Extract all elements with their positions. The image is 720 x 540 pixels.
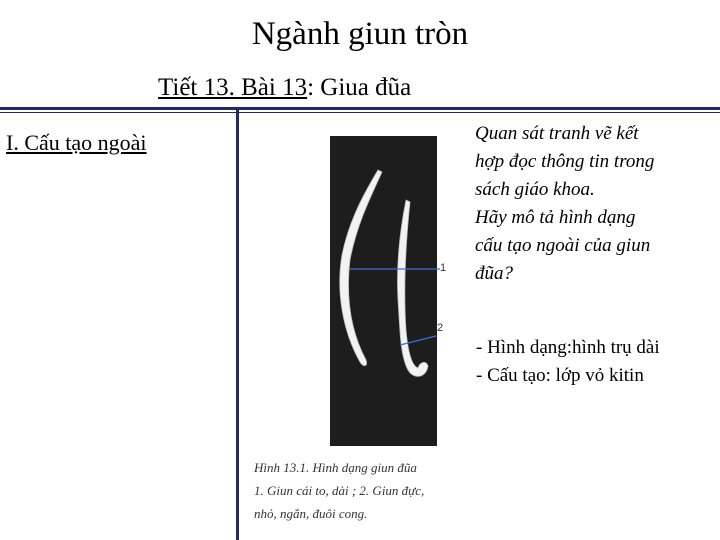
prompt-line-1: Quan sát tranh vẽ kết xyxy=(475,123,639,144)
caption-line-3: nhỏ, ngắn, đuôi cong. xyxy=(254,506,368,521)
marker-2: 2 xyxy=(437,322,444,334)
male-worm xyxy=(397,200,428,376)
prompt-line-5: cấu tạo ngoài của giun xyxy=(475,235,651,256)
roundworm-figure xyxy=(250,130,470,530)
instruction-block xyxy=(475,120,715,288)
prompt-line-3: sách giáo khoa. xyxy=(475,179,595,200)
answer-structure: - Cấu tạo: lớp vỏ kitin xyxy=(476,365,644,386)
section-heading: I. Cấu tạo ngoài xyxy=(6,130,147,155)
lesson-title xyxy=(158,72,411,104)
lesson-number: Tiết 13. Bài 13 xyxy=(158,74,308,101)
marker-1: 1 xyxy=(440,262,447,274)
worm-illustration xyxy=(250,130,470,390)
header-divider-thin xyxy=(0,112,720,113)
figure-caption xyxy=(254,456,469,525)
header-divider xyxy=(0,107,720,110)
prompt-line-6: đũa? xyxy=(475,263,513,284)
caption-line-1: Hình 13.1. Hình dạng giun đũa xyxy=(254,460,417,475)
female-worm xyxy=(340,170,382,366)
caption-line-2: 1. Giun cái to, dài ; 2. Giun đực, xyxy=(254,483,425,498)
answer-shape: - Hình dạng:hình trụ dài xyxy=(476,337,660,358)
prompt-line-4: Hãy mô tả hình dạng xyxy=(475,207,636,228)
prompt-line-2: hợp đọc thông tin trong xyxy=(475,151,655,172)
page-title: Ngành giun tròn xyxy=(251,16,469,52)
lesson-name: : Giua đũa xyxy=(307,74,412,101)
column-divider xyxy=(236,110,239,540)
answer-block xyxy=(476,334,716,390)
